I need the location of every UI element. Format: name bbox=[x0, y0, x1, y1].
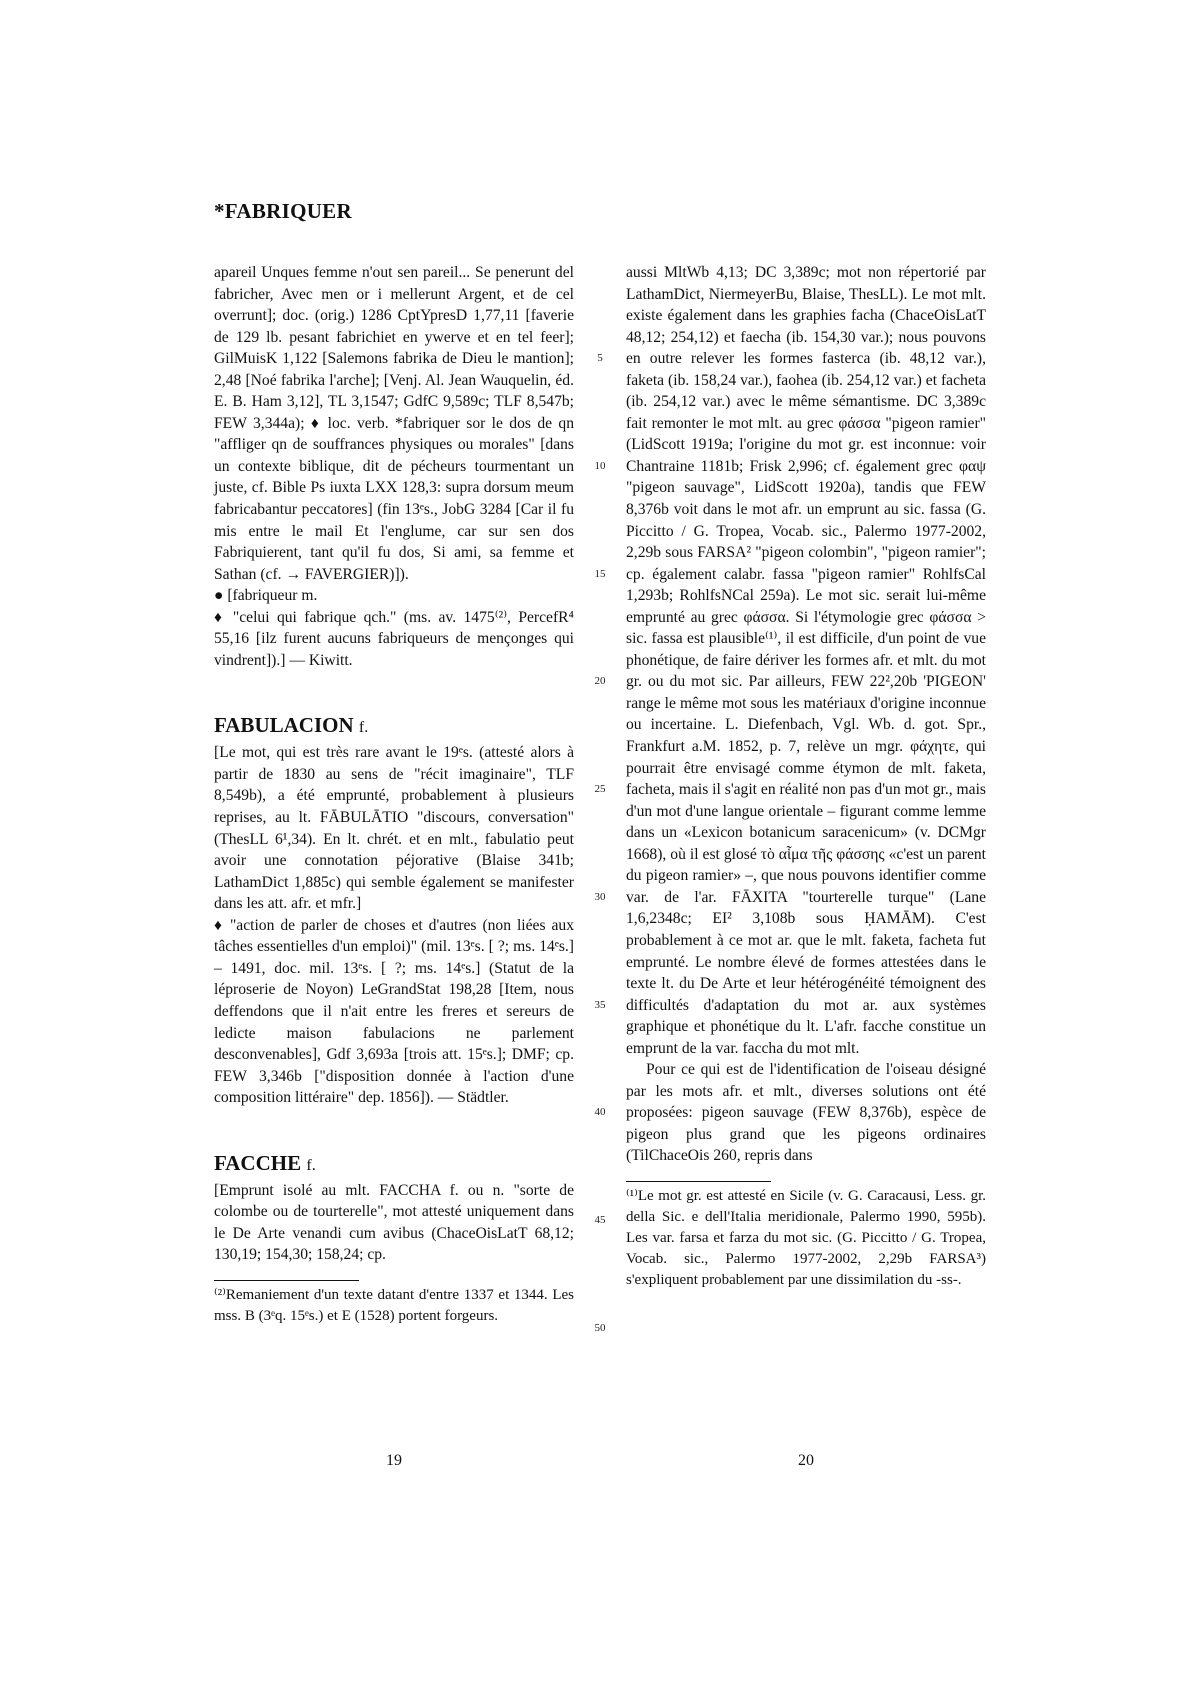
line-number: 30 bbox=[594, 890, 606, 903]
footnote-rule bbox=[214, 1280, 359, 1281]
entry-paragraph: ♦ "celui qui fabrique qch." (ms. av. 1475⁽²⁾, PercefR⁴ 55,16 [ilz furent aucuns fabriqueurs de mençonges qui vindrent]).] — Kiwitt. bbox=[214, 608, 574, 669]
line-number: 35 bbox=[594, 998, 606, 1011]
entry-paragraph: [Le mot, qui est très rare avant le 19ᵉs. (attesté alors à partir de 1830 au sens de "récit imaginaire", TLF 8,549b), a été emprunté, probablement à plusieurs reprises, au lt. FĀBULĀTIO "discours, conversation" (ThesLL 6¹,34). En lt. chrét. et en mlt., fabulatio peut avoir une connotation péjorative (Blaise 341b; LathamDict 1,885c) qui semble également se manifester dans les att. afr. et mfr.] bbox=[214, 744, 574, 913]
footnote: ⁽¹⁾Le mot gr. est attesté en Sicile (v. G. Caracausi, Less. gr. della Sic. e dell'Italia meridionale, Palermo 1990, 595b). Les var. farsa et farza du mot sic. (G. Piccitto / G. Tropea, Vocab. sic., Palermo 1977-2002, 2,29b FARSA³) s'expliquent probablement par une dissimilation du -ss-. bbox=[626, 1187, 986, 1288]
footnote-rule bbox=[626, 1181, 771, 1182]
entry-paragraph: ● [fabriqueur m. bbox=[214, 587, 318, 605]
entry-lemma bbox=[214, 1149, 574, 1180]
lemma-gender: f. bbox=[306, 1156, 316, 1174]
entry-paragraph: aussi MltWb 4,13; DC 3,389c; mot non répertorié par LathamDict, NiermeyerBu, Blaise, ThesLL). Le mot mlt. existe également dans les graphies facha (ChaceOisLatT 48,12; 254,12) et faecha (ib. 154,30 var.); nous pouvons en outre relever les formes fasterca (ib. 48,12 var.), faketa (ib. 158,24 var.), faohea (ib. 254,12 var.) et facheta (ib. 254,12 var.) avec le même sémantisme. DC 3,389c fait remonter le mot mlt. au grec φάσσα "pigeon ramier" (LidScott 1919a; l'origine du mot gr. est inconnue: voir Chantraine 1181b; Frisk 2,996; cf. également grec φαψ "pigeon sauvage", LidScott 1920a), tandis que FEW 8,376b voit dans le mot afr. un emprunt au sic. fassa (G. Piccitto / G. Tropea, Vocab. sic., Palermo 1977-2002, 2,29b sous FARSA² "pigeon colombin", "pigeon ramier"; cp. également calabr. fassa "pigeon ramier" RohlfsCal 1,293b; RohlfsNCal 259a). Le mot sic. serait lui-même emprunté au grec φάσσα. Si l'étymologie grec φάσσα > sic. fassa est plausible⁽¹⁾, il est difficile, d'un point de vue phonétique, de faire dériver les formes afr. et mlt. du mot gr. ou du mot sic. Par ailleurs, FEW 22²,20b 'PIGEON' range le même mot sous les matériaux d'origine inconnue ou incertaine. L. Diefenbach, Vgl. Wb. d. got. Spr., Frankfurt a.M. 1852, p. 7, relève un mgr. φάχητε, qui pourrait être envisagé comme étymon de mlt. faketa, facheta, mais il s'agit en réalité non pas d'un mot gr., mais d'un mot d'une langue orientale – figurant comme lemme dans un «Lexicon botanicum saracenicum» (v. DCMgr 1668), où il est glosé τὸ αἷμα τῆς φάσσης «c'est un parent du pigeon ramier» –, que nous pouvons identifier comme var. de l'ar. FĀXITA "tourterelle turque" (Lane 1,6,2348c; EI² 3,108b sous ḤAMĀM). C'est probablement à ce mot ar. que le mlt. faketa, facheta fut emprunté. Le nombre élevé de formes attestées dans le texte lt. du De Arte et leur hétérogénéité témoignent des difficultés d'adaptation du mot ar. aux systèmes graphique et phonétique du lt. L'afr. facche constitue un emprunt de la var. faccha du mot mlt. bbox=[626, 264, 986, 1057]
entry-paragraph: apareil Unques femme n'out sen pareil... Se penerunt del fabricher, Avec men or i mellerunt Argent, et de cel overrunt]; doc. (orig.) 1286 CptYpresD 1,77,11 [faverie de 129 lb. pesant fabrichiet en ywerve et en tel feer]; GilMuisK 1,122 [Salemons fabrika de Dieu le mantion]; 2,48 [Noé fabrika l'arche]; [Venj. Al. Jean Wauquelin, éd. E. B. Ham 3,12], TL 3,1547; GdfC 9,589c; TLF 8,547b; FEW 3,344a); ♦ loc. verb. *fabriquer sor le dos de qn "affliger qn de souffrances physiques ou morales" [dans un contexte biblique, dit de pécheurs tourmentant un juste, cf. Bible Ps iuxta LXX 128,3: supra dorsum meum fabricabantur peccatores] (fin 13ᵉs., JobG 3284 [Car il fu mis entre le mail Et l'englume, car sur sen dos Fabriquierent, tant qu'il fu dos, Si ami, sa femme et Sathan (cf. → FAVERGIER)]). bbox=[214, 264, 574, 583]
entry-paragraph: Pour ce qui est de l'identification de l'oiseau désigné par les mots afr. et mlt., diverses solutions ont été proposées: pigeon sauvage (FEW 8,376b), espèce de pigeon plus grand que les pigeons ordinaires (TilChaceOis 260, repris dans bbox=[626, 1061, 986, 1165]
entry-lemma bbox=[214, 711, 574, 742]
footnote: ⁽²⁾Remaniement d'un texte datant d'entre 1337 et 1344. Les mss. B (3ᵉq. 15ᵉs.) et E (1528) portent forgeurs. bbox=[214, 1286, 574, 1324]
line-number: 15 bbox=[594, 567, 606, 580]
lemma-gender: f. bbox=[358, 719, 369, 737]
page-number-right: 20 bbox=[798, 1452, 814, 1469]
lemma-word: FABULACION bbox=[214, 713, 354, 738]
line-number: 40 bbox=[594, 1106, 606, 1119]
lemma-word: FACCHE bbox=[214, 1150, 302, 1175]
line-number: 10 bbox=[594, 459, 606, 472]
left-column bbox=[214, 262, 574, 1327]
line-number: 50 bbox=[594, 1321, 606, 1334]
right-column bbox=[626, 262, 986, 1291]
line-number: 25 bbox=[594, 783, 606, 796]
entry-paragraph: [Emprunt isolé au mlt. FACCHA f. ou n. "sorte de colombe ou de tourterelle", mot attesté uniquement dans le De Arte venandi cum avibus (ChaceOisLatT 68,12; 130,19; 154,30; 158,24; cp. bbox=[214, 1181, 574, 1264]
line-number: 20 bbox=[594, 675, 606, 688]
line-number: 45 bbox=[594, 1214, 606, 1227]
page-number-left: 19 bbox=[386, 1452, 402, 1469]
line-number: 5 bbox=[597, 352, 603, 365]
running-head: *FABRIQUER bbox=[214, 199, 352, 223]
entry-paragraph: ♦ "action de parler de choses et d'autres (non liées aux tâches essentielles d'un emploi)" (mil. 13ᵉs. [ ?; ms. 14ᵉs.] – 1491, doc. mil. 13ᵉs. [ ?; ms. 14ᵉs.] (Statut de la léproserie de Noyon) LeGrandStat 198,28 [Item, nous deffendons que il n'ait entre les freres et sereurs de ledicte maison fabulacions ne parlement desconvenables], Gdf 3,693a [trois att. 15ᵉs.]; DMF; cp. FEW 3,346b ["disposition donnée à l'action d'une composition littéraire" dep. 1856]). — Städtler. bbox=[214, 916, 574, 1107]
